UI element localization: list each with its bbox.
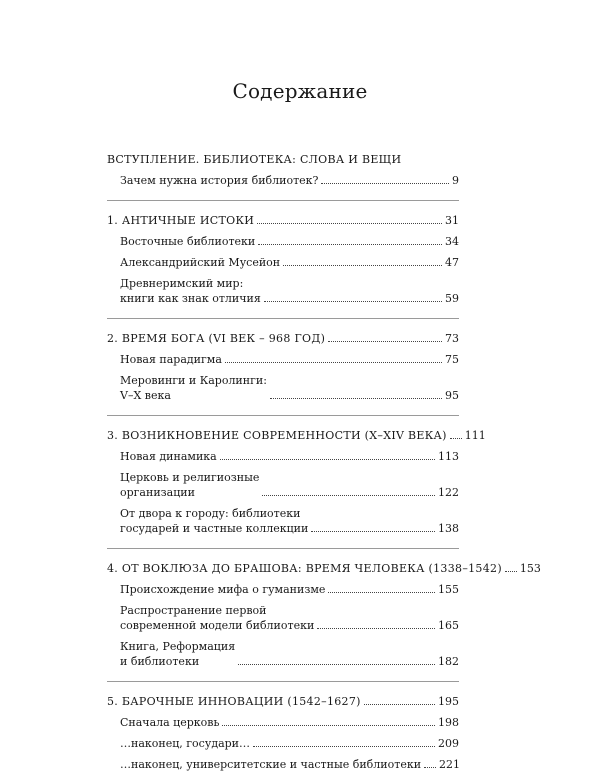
- toc-chapter: [107, 694, 459, 772]
- toc-entry-label: Меровинги и Каролинги: V–X века: [120, 374, 267, 402]
- table-of-contents: [107, 152, 541, 784]
- toc-page-number: 182: [438, 655, 459, 668]
- toc-page-number: 113: [438, 450, 459, 463]
- toc-entry-label: Церковь и религиозные организации: [120, 471, 260, 499]
- toc-entry-label: Книга, Реформация и библиотеки: [120, 640, 236, 668]
- toc-page-number: 111: [464, 429, 486, 442]
- dot-leader: [264, 300, 442, 302]
- dot-leader: [257, 222, 442, 224]
- toc-chapter: [107, 331, 459, 403]
- toc-section-intro: [107, 152, 459, 188]
- toc-entry[interactable]: [107, 736, 459, 751]
- dot-leader: [253, 745, 435, 747]
- page-title: Содержание: [232, 79, 368, 103]
- toc-entry[interactable]: [107, 757, 459, 772]
- toc-page-number: 153: [519, 562, 541, 575]
- toc-entry[interactable]: [107, 449, 459, 464]
- toc-entry[interactable]: [107, 255, 459, 270]
- toc-chapter-title: 3. ВОЗНИКНОВЕНИЕ СОВРЕМЕННОСТИ (X–XIV ВЕКА): [107, 429, 447, 442]
- toc-entry-label: Восточные библиотеки: [120, 235, 256, 248]
- toc-entry[interactable]: [107, 276, 459, 306]
- toc-entry-label: Распространение первой современной модели библиотеки: [120, 604, 315, 632]
- toc-entry[interactable]: [107, 603, 459, 633]
- toc-page-number: 138: [438, 522, 459, 535]
- dot-leader: [238, 663, 435, 665]
- toc-page-number: 198: [438, 716, 459, 729]
- toc-chapter: [107, 428, 486, 536]
- toc-entry-label: Новая динамика: [120, 450, 217, 463]
- dot-leader: [505, 570, 517, 572]
- toc-page-number: 95: [445, 389, 459, 402]
- toc-chapter-heading[interactable]: [107, 694, 459, 709]
- toc-chapter: [107, 213, 459, 306]
- toc-chapter-title: 2. ВРЕМЯ БОГА (VI ВЕК – 968 ГОД): [107, 332, 326, 345]
- toc-page-number: 75: [445, 353, 459, 366]
- toc-entry-label: Новая парадигма: [120, 353, 222, 366]
- toc-entry[interactable]: [107, 173, 459, 188]
- toc-entry[interactable]: [107, 373, 459, 403]
- dot-leader: [424, 766, 436, 768]
- dot-leader: [258, 243, 442, 245]
- toc-entry[interactable]: [107, 234, 459, 249]
- toc-chapter-title: 1. АНТИЧНЫЕ ИСТОКИ: [107, 214, 255, 227]
- toc-chapter-title: 5. БАРОЧНЫЕ ИННОВАЦИИ (1542–1627): [107, 695, 361, 708]
- toc-entry-label: Происхождение мифа о гуманизме: [120, 583, 326, 596]
- toc-chapter-heading[interactable]: [107, 331, 459, 346]
- toc-entry-label: От двора к городу: библиотеки государей и частные коллекции: [120, 507, 309, 535]
- toc-entry[interactable]: [107, 639, 459, 669]
- section-divider: [107, 548, 459, 549]
- dot-leader: [222, 724, 435, 726]
- dot-leader: [328, 591, 435, 593]
- toc-entry-label: Древнеримский мир: книги как знак отличия: [120, 277, 261, 305]
- toc-page-number: 31: [445, 214, 459, 227]
- toc-page-number: 209: [438, 737, 459, 750]
- dot-leader: [311, 530, 435, 532]
- section-divider: [107, 200, 459, 201]
- toc-page-number: 47: [445, 256, 459, 269]
- toc-chapter-heading[interactable]: [107, 213, 459, 228]
- toc-page-number: 165: [438, 619, 459, 632]
- toc-chapter-heading[interactable]: [107, 561, 541, 576]
- toc-page-number: 59: [445, 292, 459, 305]
- section-divider: [107, 681, 459, 682]
- toc-page-number: 34: [445, 235, 459, 248]
- toc-entry[interactable]: [107, 352, 459, 367]
- toc-entry[interactable]: [107, 582, 459, 597]
- toc-page-number: 195: [438, 695, 459, 708]
- dot-leader: [364, 703, 435, 705]
- toc-page-number: 122: [438, 486, 459, 499]
- dot-leader: [262, 494, 435, 496]
- section-divider: [107, 415, 459, 416]
- toc-section-heading: [107, 152, 459, 167]
- toc-entry-label: Зачем нужна история библиотек?: [120, 174, 319, 187]
- toc-entry-label: …наконец, государи…: [120, 737, 251, 750]
- dot-leader: [317, 627, 435, 629]
- toc-chapter: [107, 561, 541, 669]
- section-divider: [107, 318, 459, 319]
- toc-page-number: 155: [438, 583, 459, 596]
- toc-entry-label: Сначала церковь: [120, 716, 220, 729]
- toc-entry[interactable]: [107, 506, 459, 536]
- toc-chapter-heading[interactable]: [107, 428, 486, 443]
- dot-leader: [283, 264, 442, 266]
- dot-leader: [270, 397, 442, 399]
- toc-page-number: 221: [439, 758, 461, 771]
- toc-chapter-title: 4. ОТ ВОКЛЮЗА ДО БРАШОВА: ВРЕМЯ ЧЕЛОВЕКА (1338–1542): [107, 562, 502, 575]
- toc-entry[interactable]: [107, 715, 459, 730]
- dot-leader: [328, 340, 442, 342]
- toc-page-number: 73: [445, 332, 459, 345]
- toc-entry-label: Александрийский Мусейон: [120, 256, 281, 269]
- dot-leader: [450, 437, 462, 439]
- toc-page-number: 9: [452, 174, 459, 187]
- toc-entry[interactable]: [107, 470, 459, 500]
- toc-entry-label: …наконец, университетские и частные библиотеки: [120, 758, 422, 771]
- toc-section-title: ВСТУПЛЕНИЕ. БИБЛИОТЕКА: СЛОВА И ВЕЩИ: [107, 153, 402, 166]
- dot-leader: [220, 458, 435, 460]
- toc-chapters: [107, 213, 541, 772]
- dot-leader: [225, 361, 442, 363]
- dot-leader: [321, 182, 449, 184]
